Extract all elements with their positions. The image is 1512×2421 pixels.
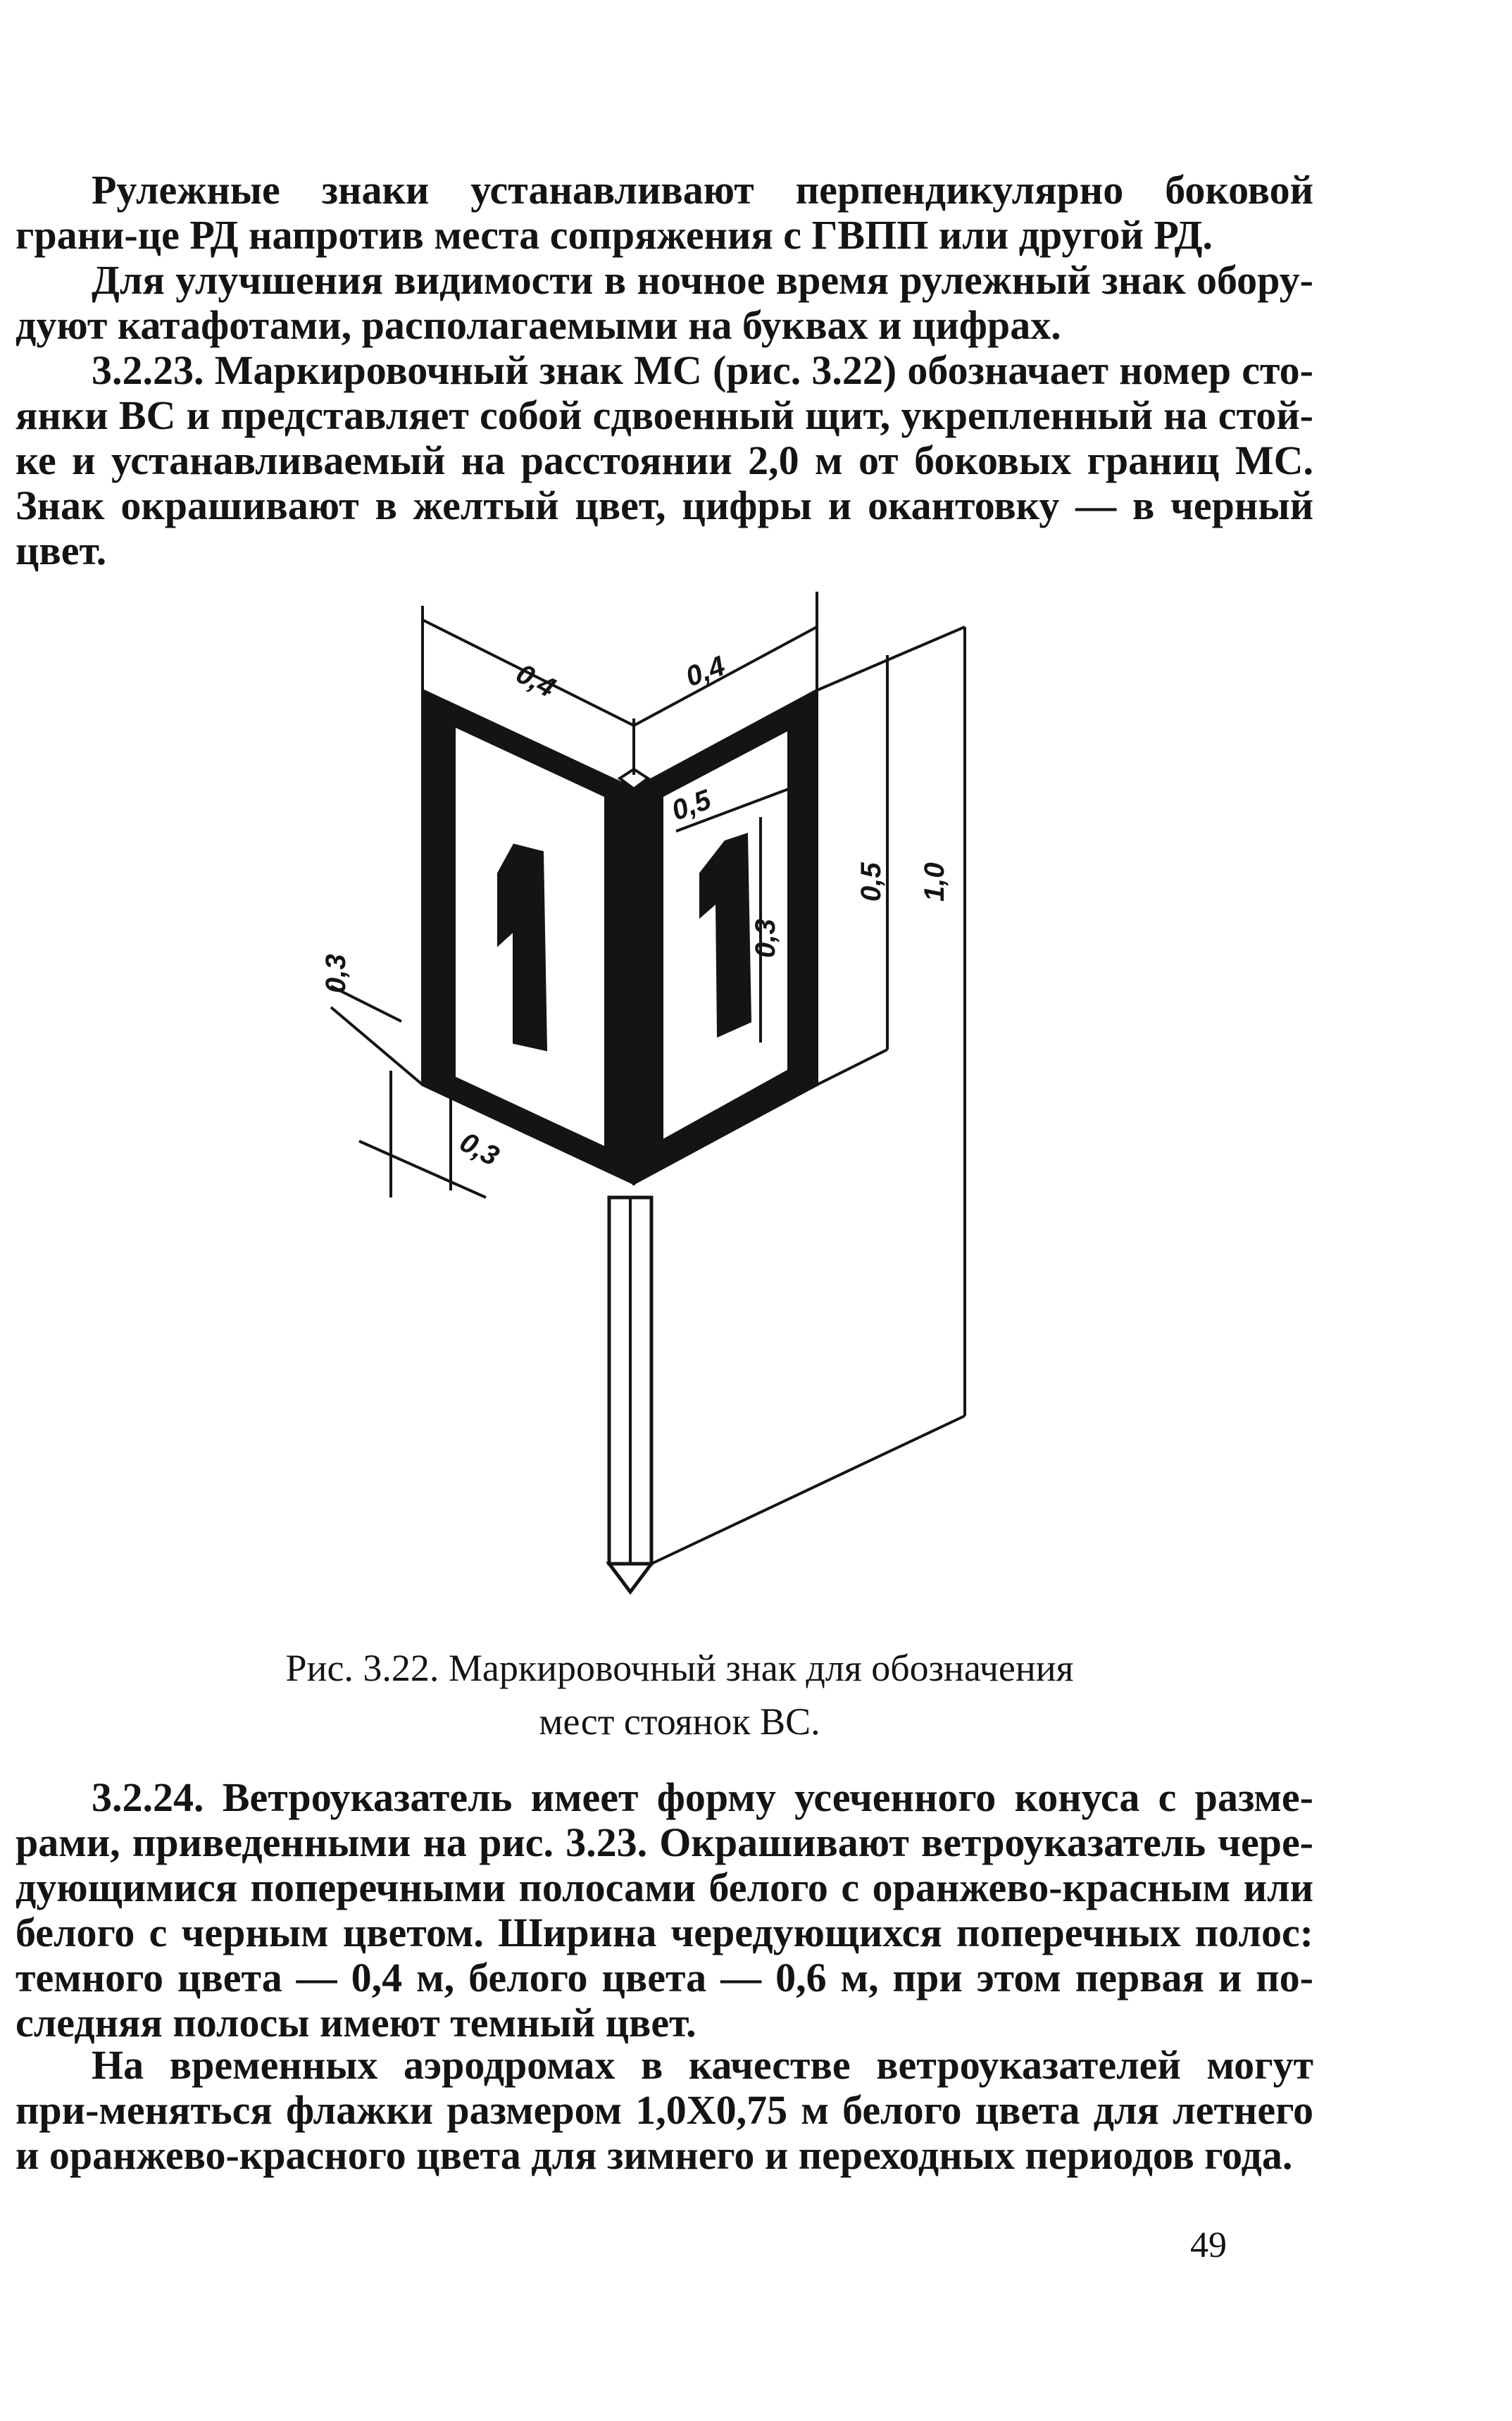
dim-inset-top: 0,5 xyxy=(668,784,716,827)
figure-caption-line1: Рис. 3.22. Маркировочный знак для обозначения xyxy=(285,1647,1074,1689)
paragraph-3-2-24-windsock: 3.2.24. Ветроуказатель имеет форму усеченного конуса с разме-рами, приведенными на рис. 3.23. Окрашивают ветроуказатель чере-дующимися поперечными полосами белого с оранжево-красным или белого с черным цветом. Ширина чередующихся поперечных полос: темного цвета — 0,4 м, белого цвета — 0,6 м, при этом первая и по-следняя полосы имеют темный цвет. xyxy=(15,1774,1313,2046)
paragraph-temporary-aerodromes: На временных аэродромах в качестве ветроуказателей могут при-меняться флажки размером 1,0Х0,75 м белого цвета для летнего и оранжево-красного цвета для зимнего и переходных периодов года. xyxy=(15,2042,1313,2178)
dim-total-height: 1,0 xyxy=(919,862,950,902)
dim-width-right: 0,4 xyxy=(682,650,730,693)
dim-digit-height: 0,3 xyxy=(750,919,781,958)
dim-border-width: 0,3 xyxy=(320,954,351,993)
dim-border-bottom: 0,3 xyxy=(454,1126,504,1173)
paragraph-taxi-signs-placement: Рулежные знаки устанавливают перпендикулярно боковой грани-це РД напротив места сопряжения с ГВПП или другой РД. xyxy=(15,167,1313,258)
figure-ms-sign-drawing xyxy=(310,564,1014,1634)
dim-panel-height: 0,5 xyxy=(856,862,887,902)
dim-width-left: 0,4 xyxy=(511,658,561,704)
page-number: 49 xyxy=(1190,2225,1227,2265)
paragraph-3-2-23-ms-sign: 3.2.23. Маркировочный знак МС (рис. 3.22) обозначает номер сто-янки ВС и представляет собой сдвоенный щит, укрепленный на стой-ке и устанавливаемый на расстоянии 2,0 м от боковых границ МС. Знак окрашивают в желтый цвет, цифры и окантовку — в черный цвет. xyxy=(15,347,1313,573)
figure-caption-line2: мест стоянок ВС. xyxy=(539,1700,820,1743)
paragraph-retroreflectors: Для улучшения видимости в ночное время рулежный знак обору-дуют катафотами, располагаемыми на буквах и цифрах. xyxy=(15,257,1313,348)
